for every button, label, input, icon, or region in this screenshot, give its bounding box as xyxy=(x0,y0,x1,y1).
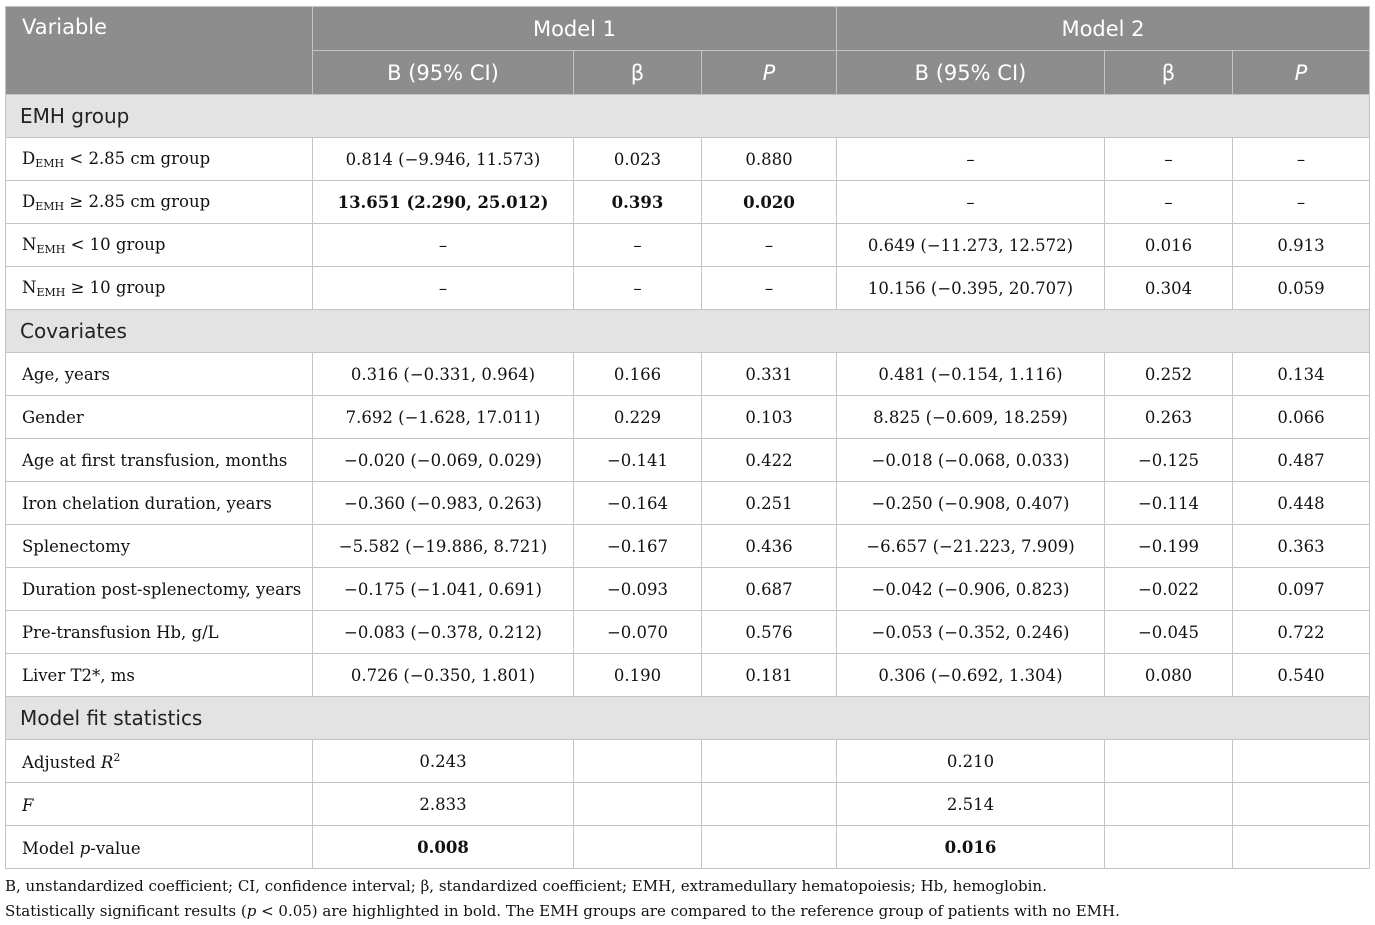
row-label: Duration post-splenectomy, years xyxy=(6,568,313,611)
table-row xyxy=(6,740,1370,783)
row-label: Iron chelation duration, years xyxy=(6,482,313,525)
table-row xyxy=(6,267,1370,310)
cell-m2-b: 0.016 xyxy=(837,826,1105,869)
cell-m1-p xyxy=(702,826,837,869)
cell-m1-p: 0.422 xyxy=(702,439,837,482)
cell-m2-b: −0.250 (−0.908, 0.407) xyxy=(837,482,1105,525)
cell-m1-b: −0.360 (−0.983, 0.263) xyxy=(313,482,574,525)
cell-m2-p: 0.722 xyxy=(1233,611,1370,654)
cell-m2-p: 0.066 xyxy=(1233,396,1370,439)
cell-m2-p xyxy=(1233,783,1370,826)
cell-m1-beta: 0.393 xyxy=(574,181,702,224)
cell-m1-beta: −0.164 xyxy=(574,482,702,525)
header-model-2: Model 2 xyxy=(837,7,1370,51)
table-row xyxy=(6,525,1370,568)
row-label: Pre-transfusion Hb, g/L xyxy=(6,611,313,654)
cell-m1-beta: 0.023 xyxy=(574,138,702,181)
cell-m2-p: 0.448 xyxy=(1233,482,1370,525)
cell-m2-beta: 0.252 xyxy=(1105,353,1233,396)
cell-m1-beta xyxy=(574,826,702,869)
cell-m2-p xyxy=(1233,740,1370,783)
cell-m2-b: – xyxy=(837,181,1105,224)
table-row xyxy=(6,611,1370,654)
cell-m2-beta: – xyxy=(1105,181,1233,224)
table-row xyxy=(6,654,1370,697)
section-covariates xyxy=(6,310,1370,353)
cell-m2-b: −6.657 (−21.223, 7.909) xyxy=(837,525,1105,568)
cell-m2-p: 0.363 xyxy=(1233,525,1370,568)
cell-m2-p: 0.913 xyxy=(1233,224,1370,267)
cell-m2-p: 0.059 xyxy=(1233,267,1370,310)
cell-m1-p: – xyxy=(702,267,837,310)
cell-m2-b: 0.649 (−11.273, 12.572) xyxy=(837,224,1105,267)
table-row xyxy=(6,439,1370,482)
cell-m1-p: 0.020 xyxy=(702,181,837,224)
cell-m1-beta: −0.167 xyxy=(574,525,702,568)
cell-m2-beta: 0.016 xyxy=(1105,224,1233,267)
cell-m1-beta: 0.229 xyxy=(574,396,702,439)
row-label: $D_{EMH} < 2.85$ cm group xyxy=(6,138,313,181)
header-m2-beta: β xyxy=(1105,51,1233,95)
cell-m1-b: 0.243 xyxy=(313,740,574,783)
row-label: $N_{EMH} \ge 10$ group xyxy=(6,267,313,310)
cell-m1-b: −5.582 (−19.886, 8.721) xyxy=(313,525,574,568)
row-label: Age at first transfusion, months xyxy=(6,439,313,482)
section-model-fit xyxy=(6,697,1370,740)
cell-m1-b: – xyxy=(313,224,574,267)
cell-m1-p: 0.331 xyxy=(702,353,837,396)
cell-m2-b: −0.042 (−0.906, 0.823) xyxy=(837,568,1105,611)
row-label: Gender xyxy=(6,396,313,439)
cell-m1-p: 0.436 xyxy=(702,525,837,568)
header-model-1: Model 1 xyxy=(313,7,837,51)
cell-m1-beta: −0.070 xyxy=(574,611,702,654)
cell-m2-beta: – xyxy=(1105,138,1233,181)
cell-m2-beta: −0.045 xyxy=(1105,611,1233,654)
cell-m2-beta xyxy=(1105,740,1233,783)
header-row-1 xyxy=(6,7,1370,51)
cell-m1-b: 2.833 xyxy=(313,783,574,826)
cell-m1-beta: −0.093 xyxy=(574,568,702,611)
header-m1-p: P xyxy=(702,51,837,95)
cell-m2-b: 0.481 (−0.154, 1.116) xyxy=(837,353,1105,396)
cell-m1-beta xyxy=(574,740,702,783)
cell-m2-beta: −0.125 xyxy=(1105,439,1233,482)
cell-m1-b: −0.020 (−0.069, 0.029) xyxy=(313,439,574,482)
row-label: $N_{EMH} < 10$ group xyxy=(6,224,313,267)
table-row xyxy=(6,482,1370,525)
header-m2-b-ci: B (95% CI) xyxy=(837,51,1105,95)
row-label: Age, years xyxy=(6,353,313,396)
cell-m2-b: 2.514 xyxy=(837,783,1105,826)
header-variable: Variable xyxy=(6,7,313,95)
cell-m1-beta: – xyxy=(574,224,702,267)
cell-m2-beta xyxy=(1105,826,1233,869)
section-label: EMH group xyxy=(6,95,1370,138)
cell-m2-b: −0.053 (−0.352, 0.246) xyxy=(837,611,1105,654)
cell-m2-p: – xyxy=(1233,138,1370,181)
table-row xyxy=(6,826,1370,869)
table-row xyxy=(6,353,1370,396)
row-label: Adjusted $R^2$ xyxy=(6,740,313,783)
cell-m1-beta: −0.141 xyxy=(574,439,702,482)
cell-m1-b: 7.692 (−1.628, 17.011) xyxy=(313,396,574,439)
cell-m2-b: 10.156 (−0.395, 20.707) xyxy=(837,267,1105,310)
cell-m1-b: 0.726 (−0.350, 1.801) xyxy=(313,654,574,697)
cell-m1-p: 0.251 xyxy=(702,482,837,525)
cell-m1-p: 0.576 xyxy=(702,611,837,654)
cell-m1-p: – xyxy=(702,224,837,267)
cell-m1-p: 0.181 xyxy=(702,654,837,697)
header-m1-b-ci: B (95% CI) xyxy=(313,51,574,95)
table-row xyxy=(6,138,1370,181)
cell-m2-beta: −0.114 xyxy=(1105,482,1233,525)
cell-m1-p xyxy=(702,740,837,783)
cell-m2-beta: 0.080 xyxy=(1105,654,1233,697)
cell-m1-b: −0.083 (−0.378, 0.212) xyxy=(313,611,574,654)
row-label: Splenectomy xyxy=(6,525,313,568)
cell-m2-p xyxy=(1233,826,1370,869)
cell-m1-b: 13.651 (2.290, 25.012) xyxy=(313,181,574,224)
footnote-significance: Statistically significant results (p < 0.05) are highlighted in bold. The EMH groups are compared to the reference group of patients with no EMH. xyxy=(5,902,1120,920)
table-footnotes xyxy=(5,874,1120,924)
cell-m2-b: 8.825 (−0.609, 18.259) xyxy=(837,396,1105,439)
section-label: Model fit statistics xyxy=(6,697,1370,740)
table-row xyxy=(6,224,1370,267)
cell-m1-p: 0.880 xyxy=(702,138,837,181)
cell-m1-beta: 0.166 xyxy=(574,353,702,396)
table-row xyxy=(6,568,1370,611)
row-label: F xyxy=(6,783,313,826)
cell-m2-b: – xyxy=(837,138,1105,181)
results-table-container xyxy=(5,6,1369,869)
header-m2-p: P xyxy=(1233,51,1370,95)
cell-m2-p: 0.134 xyxy=(1233,353,1370,396)
footnote-abbreviations: B, unstandardized coefficient; CI, confidence interval; β, standardized coefficient; EMH, extramedullary hematopoiesis; Hb, hemoglobin. xyxy=(5,877,1047,895)
table-row xyxy=(6,396,1370,439)
section-label: Covariates xyxy=(6,310,1370,353)
cell-m2-p: 0.097 xyxy=(1233,568,1370,611)
cell-m1-b: −0.175 (−1.041, 0.691) xyxy=(313,568,574,611)
table-row xyxy=(6,181,1370,224)
cell-m2-p: 0.540 xyxy=(1233,654,1370,697)
cell-m2-beta: −0.199 xyxy=(1105,525,1233,568)
cell-m2-p: – xyxy=(1233,181,1370,224)
cell-m2-b: −0.018 (−0.068, 0.033) xyxy=(837,439,1105,482)
cell-m2-b: 0.306 (−0.692, 1.304) xyxy=(837,654,1105,697)
row-label: $D_{EMH} \ge 2.85$ cm group xyxy=(6,181,313,224)
cell-m1-beta: – xyxy=(574,267,702,310)
cell-m2-beta: 0.263 xyxy=(1105,396,1233,439)
cell-m2-beta: 0.304 xyxy=(1105,267,1233,310)
row-label: Liver T2*, ms xyxy=(6,654,313,697)
cell-m1-b: – xyxy=(313,267,574,310)
section-emh-group xyxy=(6,95,1370,138)
cell-m1-p xyxy=(702,783,837,826)
cell-m2-beta xyxy=(1105,783,1233,826)
row-label: Model p-value xyxy=(6,826,313,869)
cell-m2-p: 0.487 xyxy=(1233,439,1370,482)
header-m1-beta: β xyxy=(574,51,702,95)
cell-m2-beta: −0.022 xyxy=(1105,568,1233,611)
cell-m1-p: 0.103 xyxy=(702,396,837,439)
cell-m2-b: 0.210 xyxy=(837,740,1105,783)
cell-m1-beta: 0.190 xyxy=(574,654,702,697)
cell-m1-b: 0.814 (−9.946, 11.573) xyxy=(313,138,574,181)
regression-table xyxy=(5,6,1370,869)
cell-m1-b: 0.316 (−0.331, 0.964) xyxy=(313,353,574,396)
cell-m1-b: 0.008 xyxy=(313,826,574,869)
cell-m1-p: 0.687 xyxy=(702,568,837,611)
cell-m1-beta xyxy=(574,783,702,826)
table-row xyxy=(6,783,1370,826)
